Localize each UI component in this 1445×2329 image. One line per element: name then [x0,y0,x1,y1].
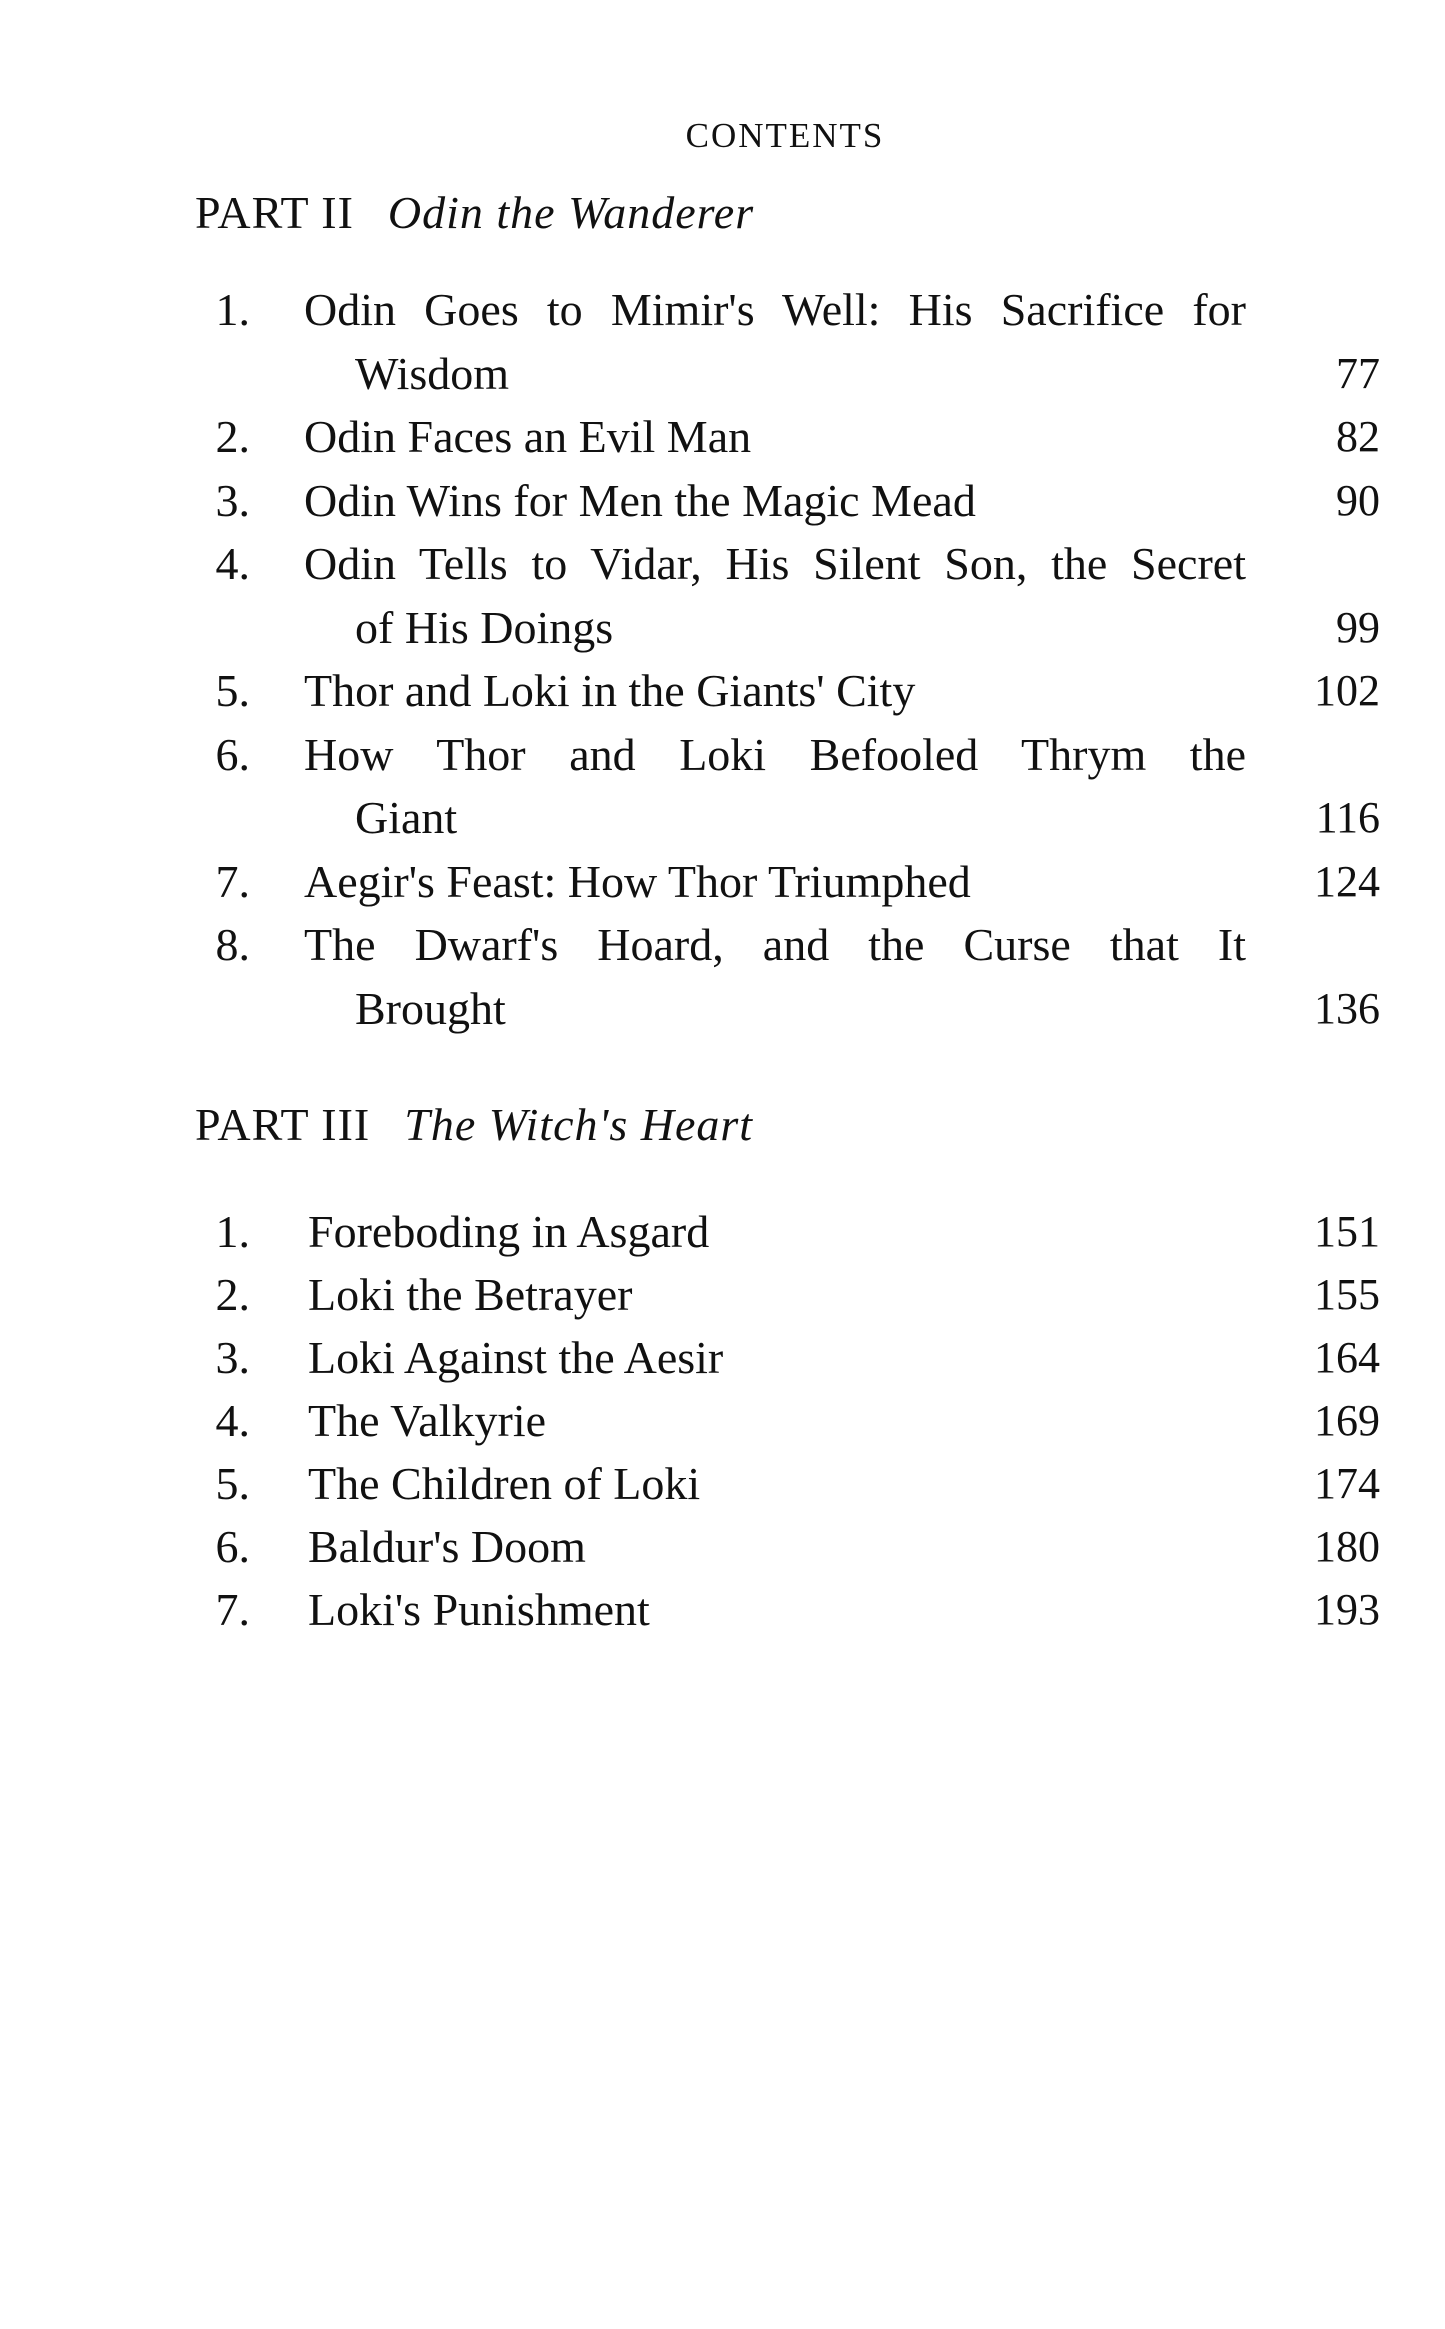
toc-entry [0,850,1445,914]
entry-number: 2. [215,411,250,462]
toc-entry [0,1389,1445,1452]
entry-title: Loki Against the Aesir [308,1332,724,1383]
entry-title: Giant [355,792,458,843]
part-title: Odin the Wanderer [387,187,755,238]
toc-entry [0,1200,1445,1263]
entry-number: 4. [215,1395,250,1446]
toc-entry-line [0,723,1445,787]
toc-entry-line [0,1578,1445,1641]
page-number: 102 [1314,666,1380,715]
toc-list [0,1200,1445,1641]
entry-title: The Dwarf's Hoard, and the Curse that It [304,919,1246,970]
toc-entry [0,532,1445,659]
toc-entry-line [0,786,1445,850]
toc-entry [0,469,1445,533]
toc-entry-line [0,850,1445,914]
page-number: 90 [1336,475,1380,525]
page-number: 164 [1314,1333,1380,1382]
entry-number: 7. [215,1584,250,1635]
toc-entry [0,1452,1445,1515]
toc-entry [0,913,1445,1040]
toc-entry-line [0,1200,1445,1263]
entry-number: 6. [215,1521,250,1572]
entry-title: Loki the Betrayer [308,1269,633,1320]
toc-entry-line [0,469,1445,533]
entry-number: 3. [215,474,250,526]
toc-entry-line [0,278,1445,342]
entry-title: Foreboding in Asgard [308,1206,710,1257]
toc-entry [0,1326,1445,1389]
toc-entry-line [0,1452,1445,1515]
toc-entry [0,278,1445,405]
entry-number: 1. [215,284,250,335]
toc-entry-line [0,1326,1445,1389]
part-heading [195,186,754,239]
part-title: The Witch's Heart [404,1099,754,1150]
entry-title: The Children of Loki [308,1458,701,1509]
entry-number: 3. [215,1332,250,1383]
entry-title: Baldur's Doom [308,1521,586,1572]
entry-title: The Valkyrie [308,1395,547,1446]
entry-title: Loki's Punishment [308,1584,650,1635]
entry-number: 5. [215,665,250,716]
entry-title: Aegir's Feast: How Thor Triumphed [304,855,971,907]
toc-entry-line [0,977,1445,1041]
page-number: 169 [1314,1396,1380,1445]
entry-title: Odin Wins for Men the Magic Mead [304,474,976,526]
entry-title: Thor and Loki in the Giants' City [304,665,916,716]
toc-entry-line [0,659,1445,723]
toc-entry-line [0,1389,1445,1452]
entry-title: Wisdom [355,347,510,399]
part-label: PART III [195,1099,371,1150]
entry-number: 1. [215,1206,250,1257]
page-number: 151 [1314,1207,1380,1256]
entry-title: of His Doings [355,601,614,653]
page-number: 77 [1336,348,1380,398]
toc-entry-line [0,405,1445,469]
entry-title: Odin Faces an Evil Man [304,411,752,462]
page-number: 116 [1315,793,1380,842]
page-number: 180 [1314,1522,1380,1571]
toc-entry-line [0,342,1445,406]
part-heading [195,1098,753,1151]
toc-list [0,278,1445,1040]
entry-number: 6. [215,728,250,780]
toc-entry-line [0,1263,1445,1326]
page-number: 82 [1336,412,1380,461]
entry-number: 2. [215,1269,250,1320]
entry-number: 4. [215,538,250,589]
entry-title: How Thor and Loki Befooled Thrym the [304,728,1246,780]
entry-number: 5. [215,1458,250,1509]
entry-title: Odin Goes to Mimir's Well: His Sacrifice for [304,284,1246,335]
entry-title: Odin Tells to Vidar, His Silent Son, the Secret [304,538,1246,589]
toc-entry [0,1515,1445,1578]
toc-entry-line [0,596,1445,660]
page-number: 174 [1314,1459,1380,1508]
entry-title: Brought [355,982,506,1034]
toc-entry [0,723,1445,850]
page-number: 155 [1314,1270,1380,1319]
page-number: 124 [1314,856,1380,906]
toc-entry [0,405,1445,469]
entry-number: 8. [215,919,250,970]
toc-entry-line [0,532,1445,596]
running-head: CONTENTS [685,116,885,155]
page-number: 136 [1314,983,1380,1033]
toc-entry [0,1263,1445,1326]
page-number: 99 [1336,602,1380,652]
entry-number: 7. [215,855,250,907]
part-label: PART II [195,187,354,238]
toc-entry-line [0,1515,1445,1578]
toc-entry [0,1578,1445,1641]
toc-entry [0,659,1445,723]
page-number: 193 [1314,1585,1380,1634]
toc-entry-line [0,913,1445,977]
